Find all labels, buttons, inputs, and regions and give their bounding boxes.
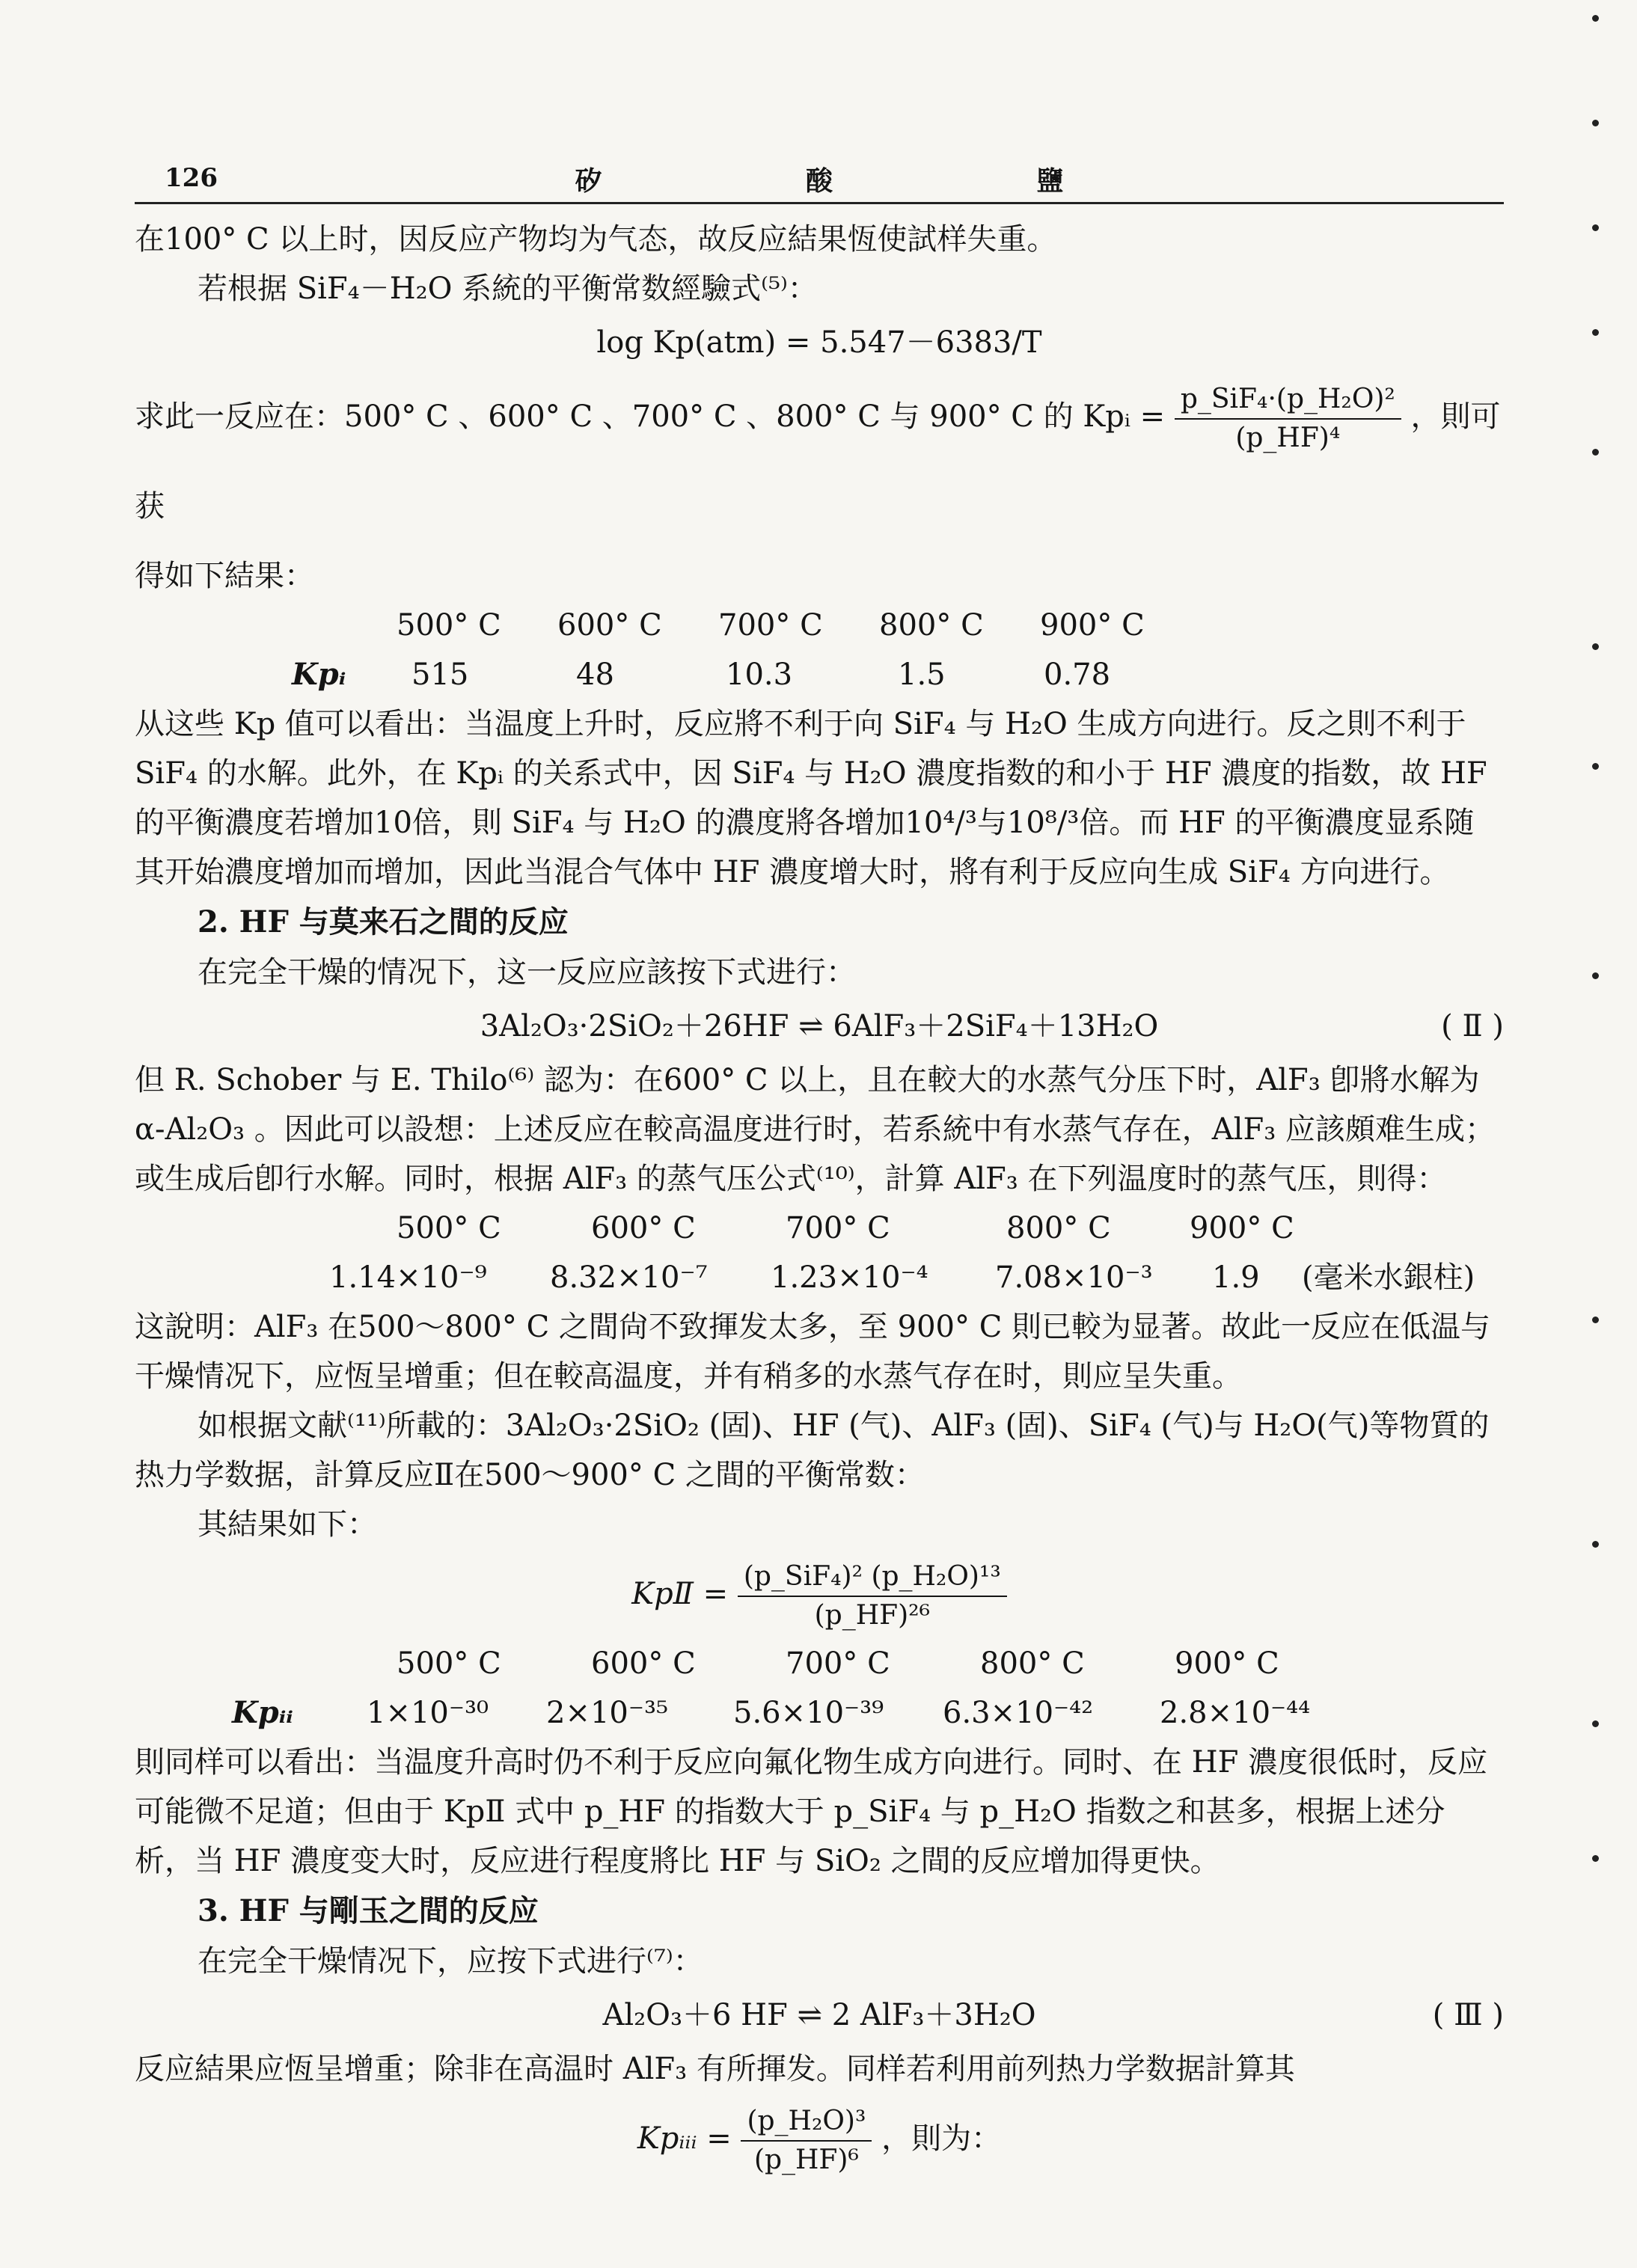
table3-temp: 900° C bbox=[1175, 1646, 1279, 1681]
kp3-label: Kpᵢᵢᵢ = bbox=[637, 2121, 732, 2156]
table2-value: 1.23×10⁻⁴ bbox=[771, 1260, 928, 1295]
table2-value: 1.9 bbox=[1212, 1260, 1260, 1295]
fraction-kp1 bbox=[1175, 381, 1401, 457]
table2-temp: 800° C bbox=[1006, 1211, 1111, 1245]
table3-temp: 500° C bbox=[397, 1646, 501, 1681]
scan-speck bbox=[1592, 1855, 1599, 1862]
table3-row-label: Kpᵢᵢ bbox=[232, 1695, 293, 1730]
table3-value: 6.3×10⁻⁴² bbox=[943, 1696, 1094, 1730]
table2-temp: 900° C bbox=[1190, 1211, 1294, 1245]
paragraph-8: 如根据文献⁽¹¹⁾所載的：3Al₂O₃·2SiO₂ (固)、HF (气)、AlF₃ (固)、SiF₄ (气)与 H₂O(气)等物質的热力学数据，計算反应Ⅱ在500～900° C 之間的平衡常数： bbox=[135, 1409, 1490, 1492]
table3-value: 5.6×10⁻³⁹ bbox=[733, 1696, 884, 1730]
running-title: 矽 酸 鹽 bbox=[575, 165, 1161, 197]
paragraph-7: 这說明：AlF₃ 在500～800° C 之間尙不致揮发太多，至 900° C 則已較为显著。故此一反应在低温与干燥情况下，应恆呈增重；但在較高温度，并有稍多的水蒸气存在时，則应呈失重。 bbox=[135, 1310, 1491, 1394]
table1-temp: 900° C bbox=[1040, 608, 1145, 643]
table2-temp: 500° C bbox=[397, 1211, 501, 1245]
paragraph-9: 其結果如下： bbox=[198, 1507, 377, 1542]
table2-temp: 700° C bbox=[786, 1211, 890, 1245]
table2-value: 7.08×10⁻³ bbox=[995, 1260, 1153, 1295]
equation-3-body: Al₂O₃＋6 HF ⇌ 2 AlF₃＋3H₂O bbox=[602, 1998, 1036, 2032]
fraction-kp3-numerator: (p_H₂O)³ bbox=[741, 2103, 872, 2142]
table3-value-row bbox=[135, 1688, 1504, 1738]
scan-speck bbox=[1592, 763, 1599, 770]
document-page bbox=[135, 150, 1504, 2183]
page-header bbox=[135, 150, 1504, 204]
table1-value: 1.5 bbox=[898, 658, 946, 692]
table1-temp: 600° C bbox=[557, 608, 662, 643]
paragraph-6: 但 R. Schober 与 E. Thilo⁽⁶⁾ 認为：在600° C 以上，且在較大的水蒸气分压下时，AlF₃ 卽將水解为 α-Al₂O₃ 。因此可以設想：上述反应在較高温度进行时，若系統中有水蒸气存在，AlF₃ 应該頗难生成；或生成后卽行水解。同时，根据 AlF₃ 的蒸气压公式⁽¹⁰⁾，計算 AlF₃ 在下列温度时的蒸气压，則得： bbox=[135, 1063, 1495, 1196]
paragraph-11: 在完全干燥情况下，应按下式进行⁽⁷⁾： bbox=[198, 1944, 703, 1979]
scan-margin-specks bbox=[1592, 0, 1607, 2244]
table3-temp: 700° C bbox=[786, 1646, 890, 1681]
paragraph-2: 若根据 SiF₄－H₂O 系統的平衡常数經驗式⁽⁵⁾： bbox=[198, 272, 818, 306]
equation-kp2 bbox=[135, 1549, 1504, 1639]
table1-value: 515 bbox=[411, 658, 469, 692]
scan-speck bbox=[1592, 972, 1599, 979]
scan-speck bbox=[1592, 643, 1599, 650]
paragraph-3 bbox=[135, 372, 1504, 551]
table2-header-row bbox=[135, 1204, 1504, 1253]
table2-unit: (毫米水銀柱) bbox=[1302, 1260, 1475, 1295]
scan-speck bbox=[1592, 120, 1599, 126]
equation-3-number: ( Ⅲ ) bbox=[1432, 1998, 1504, 2032]
paragraph-3-start: 求此一反应在：500° C 、600° C 、700° C 、800° C 与 900° C 的 Kpᵢ = bbox=[135, 399, 1166, 434]
equation-3 bbox=[135, 1986, 1504, 2044]
table3-value: 1×10⁻³⁰ bbox=[367, 1696, 489, 1730]
table2-value: 8.32×10⁻⁷ bbox=[550, 1260, 708, 1295]
table3-temp: 600° C bbox=[591, 1646, 696, 1681]
fraction-kp2 bbox=[738, 1558, 1007, 1634]
fraction-kp1-denominator: (p_HF)⁴ bbox=[1235, 423, 1341, 453]
scan-speck bbox=[1592, 1317, 1599, 1323]
paragraph-3-continuation: 得如下結果： bbox=[135, 559, 314, 593]
fraction-kp3 bbox=[741, 2103, 872, 2179]
scan-speck bbox=[1592, 15, 1599, 22]
equation-2-body: 3Al₂O₃·2SiO₂＋26HF ⇌ 6AlF₃＋2SiF₄＋13H₂O bbox=[480, 1009, 1159, 1043]
table1-value: 0.78 bbox=[1044, 658, 1111, 692]
fraction-kp1-numerator: p_SiF₄·(p_H₂O)² bbox=[1175, 381, 1401, 420]
paragraph-5: 在完全干燥的情况下，这一反应应該按下式进行： bbox=[198, 955, 856, 990]
scan-speck bbox=[1592, 1541, 1599, 1548]
table1-value-row bbox=[135, 650, 1504, 699]
table1-temp: 500° C bbox=[397, 608, 501, 643]
section-heading-3: 3. HF 与剛玉之間的反应 bbox=[198, 1893, 539, 1928]
table1-temp: 800° C bbox=[879, 608, 984, 643]
paragraph-12: 反应結果应恆呈增重；除非在高温时 AlF₃ 有所揮发。同样若利用前列热力学数据計算其 bbox=[135, 2052, 1295, 2086]
table1-value: 10.3 bbox=[726, 658, 793, 692]
kp2-label: KpⅡ = bbox=[631, 1577, 729, 1611]
scan-speck bbox=[1592, 329, 1599, 336]
table3-value: 2×10⁻³⁵ bbox=[546, 1696, 669, 1730]
table3-header-row bbox=[135, 1639, 1504, 1688]
section-heading-2: 2. HF 与莫来石之間的反应 bbox=[198, 904, 569, 940]
paragraph-10: 則同样可以看出：当温度升高时仍不利于反应向氟化物生成方向进行。同时、在 HF 濃度很低时，反应可能微不足道；但由于 KpⅡ 式中 p_HF 的指数大于 p_SiF₄ 与 p_H₂O 指数之和甚多，根据上述分析，当 HF 濃度变大时，反应进行程度將比 HF 与 SiO₂ 之間的反应增加得更快。 bbox=[135, 1745, 1488, 1878]
equation-log-kp: log Kp(atm) = 5.547－6383/T bbox=[596, 325, 1042, 360]
scan-speck bbox=[1592, 1720, 1599, 1727]
page-number: 126 bbox=[165, 163, 218, 193]
scan-speck bbox=[1592, 224, 1599, 231]
table1-value: 48 bbox=[576, 658, 614, 692]
table1-temp: 700° C bbox=[718, 608, 823, 643]
table1-row-label: Kpᵢ bbox=[292, 657, 346, 692]
equation-2 bbox=[135, 997, 1504, 1055]
scan-speck bbox=[1592, 449, 1599, 456]
table3-temp: 800° C bbox=[980, 1646, 1085, 1681]
table3-value: 2.8×10⁻⁴⁴ bbox=[1160, 1696, 1311, 1730]
kp3-end: ，則为： bbox=[881, 2121, 1002, 2156]
fraction-kp2-numerator: (p_SiF₄)² (p_H₂O)¹³ bbox=[738, 1558, 1007, 1597]
paragraph-3-end: ，則可获 bbox=[135, 399, 1501, 524]
paragraph-1: 在100° C 以上时，因反应产物均为气态，故反应結果恆使試样失重。 bbox=[135, 222, 1057, 257]
equation-2-number: ( Ⅱ ) bbox=[1441, 1009, 1504, 1043]
table2-value-row bbox=[135, 1253, 1504, 1302]
paragraph-4: 从这些 Kp 值可以看出：当温度上升时，反应將不利于向 SiF₄ 与 H₂O 生成方向进行。反之則不利于 SiF₄ 的水解。此外，在 Kpᵢ 的关系式中，因 SiF₄ 与 H₂O 濃度指数的和小于 HF 濃度的指数，故 HF 的平衡濃度若增加10倍，則 SiF₄ 与 H₂O 的濃度將各增加10⁴/³与10⁸/³倍。而 HF 的平衡濃度显系随其开始濃度增加而增加，因此当混合气体中 HF 濃度增大时，將有利于反应向生成 SiF₄ 方向进行。 bbox=[135, 707, 1487, 889]
fraction-kp2-denominator: (p_HF)²⁶ bbox=[814, 1600, 930, 1631]
table2-value: 1.14×10⁻⁹ bbox=[329, 1260, 487, 1295]
table2-temp: 600° C bbox=[591, 1211, 696, 1245]
table1-header-row bbox=[135, 601, 1504, 650]
fraction-kp3-denominator: (p_HF)⁶ bbox=[753, 2145, 859, 2175]
equation-kp3 bbox=[135, 2094, 1504, 2183]
